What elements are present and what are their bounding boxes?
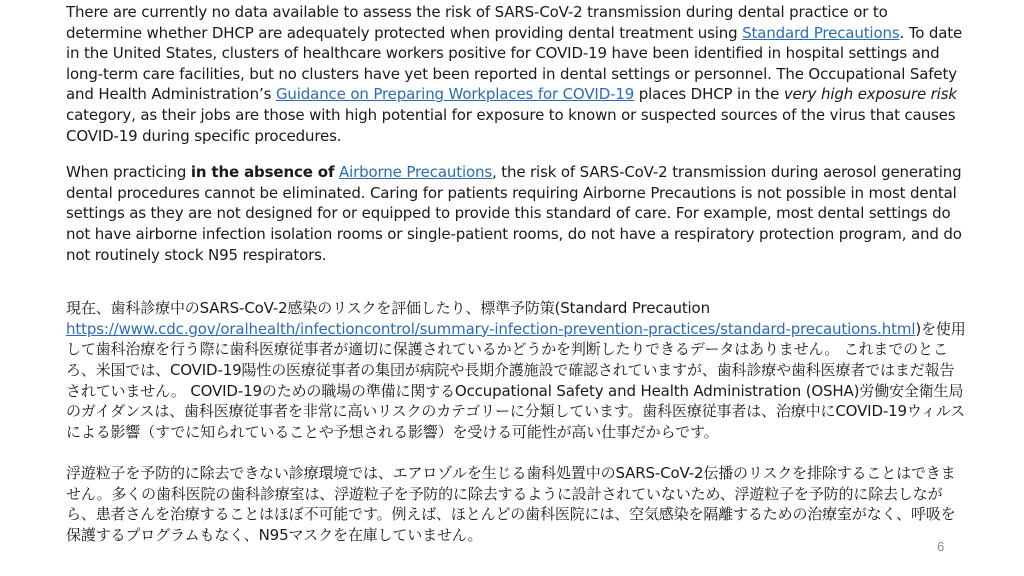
standard-precautions-link[interactable]: Standard Precautions <box>742 23 900 42</box>
english-paragraph-2 <box>66 162 966 265</box>
text: 浮遊粒子を予防的に除去できない診療環境では、エアロゾルを生じる歯科処置中のSARS-CoV-2伝播のリスクを排除することはできません。多くの歯科医院の歯科診療室は、浮遊粒子を予防的に除去するように設計されていないため、浮遊粒子を予防的に除去しながら、患者さんを治療することはほぼ不可能です。例えば、ほとんどの歯科医院には、空気感染を隔離するための治療室がなく、呼吸を保護するプログラムもなく、N95マスクを在庫していません。 <box>66 464 956 545</box>
text: )を使用して歯科治療を行う際に歯科医療従事者が適切に保護されているかどうかを判断したりできるデータはありません。 これまでのところ、米国では、COVID-19陽性の医療従事者の集団が病院や長期介護施設で確認されていますが、歯科診療や歯科医療者ではまだ報告されていません。 COVID-19のための職場の準備に関するOccupational Safety and Health Administration (OSHA)労働安全衛生局のガイダンスは、歯科医療従事者を非常に高いリスクのカテゴリーに分類しています。歯科医療従事者は、治療中にCOVID-19ウィルスによる影響（すでに知られていることや予想される影響）を受ける可能性が高い仕事だからです。 <box>66 319 966 441</box>
text: There are currently no data available to assess the risk of SARS-CoV-2 transmission during dental practice or to determine whether DHCP are adequately protected when providing dental treatment using <box>66 3 888 42</box>
text: , the risk of SARS-CoV-2 transmission during aerosol generating dental procedures cannot be eliminated. Caring for patients requiring Airborne Precautions is not possible in most dental settings as they are not designed for or equipped to provide this standard of care. For example, most dental settings do not have airborne infection isolation rooms or single-patient rooms, do not have a respiratory protection program, and do not routinely stock N95 respirators. <box>66 163 962 264</box>
english-paragraph-1 <box>66 2 966 146</box>
japanese-paragraph-1 <box>66 298 966 442</box>
bold-text: in the absence of <box>190 163 335 182</box>
emphasis-text: very high exposure risk <box>783 85 957 104</box>
slide-number: 6 <box>937 539 945 554</box>
airborne-precautions-link[interactable]: Airborne Precautions <box>338 163 493 182</box>
text: category, as their jobs are those with high potential for exposure to known or suspected sources of the virus that causes COVID-19 during specific procedures. <box>66 105 956 145</box>
text: places DHCP in the <box>634 85 784 104</box>
standard-precautions-url-link[interactable]: https://www.cdc.gov/oralhealth/infectioncontrol/summary-infection-prevention-practices/standard-precautions.html <box>66 319 916 338</box>
slide-body <box>66 2 966 546</box>
text: 現在、歯科診療中のSARS-CoV-2感染のリスクを評価したり、標準予防策(Standard Precaution <box>66 299 710 318</box>
guidance-workplaces-link[interactable]: Guidance on Preparing Workplaces for COVID-19 <box>275 85 635 104</box>
japanese-paragraph-2 <box>66 463 966 545</box>
text: . To date in the United States, clusters of healthcare workers positive for COVID-19 have been identified in hospital settings and long-term care facilities, but no clusters have yet been reported in dental settings or personnel. The Occupational Safety and Health Administration’s <box>66 23 963 104</box>
text: When practicing <box>66 163 191 182</box>
